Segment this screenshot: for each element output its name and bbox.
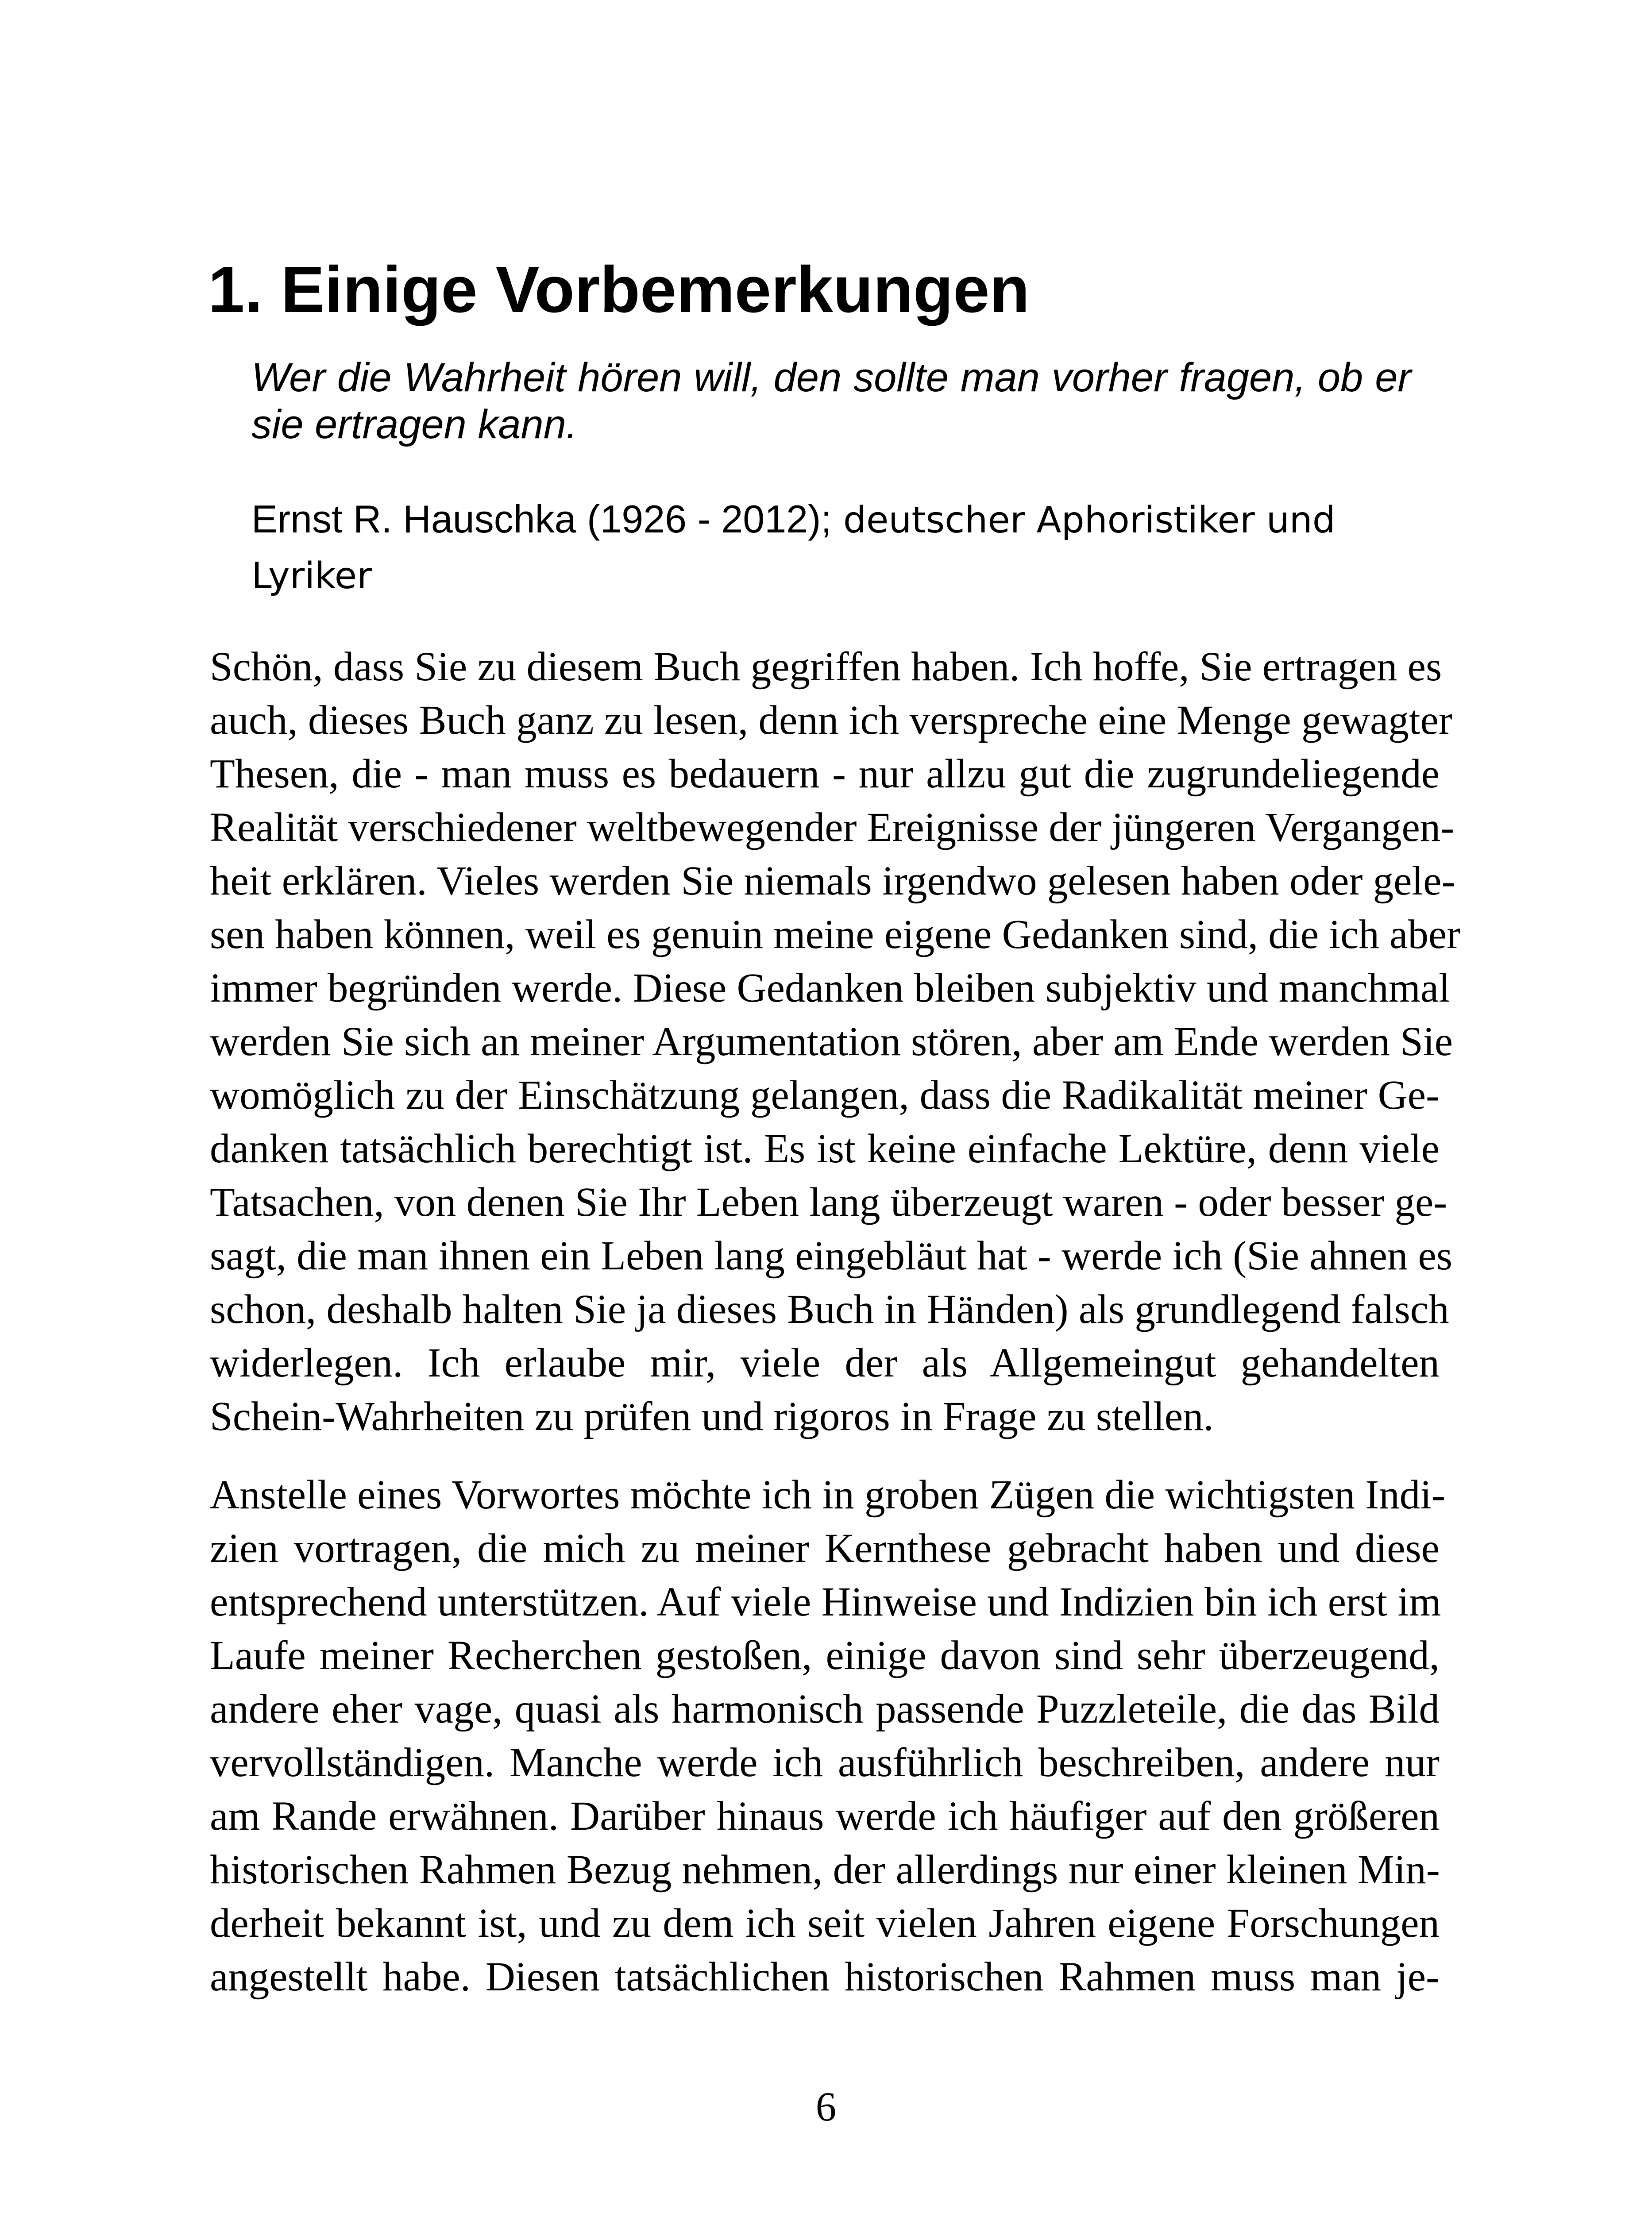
epigraph-author-description: deutscher Aphoristiker und Lyriker xyxy=(251,499,1335,597)
text-line: sen haben können, weil es genuin meine eigene Gedanken sind, die ich aber xyxy=(210,912,1461,957)
text-line: immer begründen werde. Diese Gedanken bleiben subjektiv und manchmal xyxy=(210,965,1451,1011)
text-line: sagt, die man ihnen ein Leben lang eingebläut hat - werde ich (Sie ahnen es xyxy=(210,1233,1453,1279)
text-line: womöglich zu der Einschätzung gelangen, dass die Radikalität meiner Ge- xyxy=(210,1072,1440,1118)
text-line: Schein-Wahrheiten zu prüfen und rigoros in Frage zu stellen. xyxy=(210,1394,1214,1439)
epigraph-attribution xyxy=(251,491,1438,604)
text-line: Tatsachen, von denen Sie Ihr Leben lang überzeugt waren - oder besser ge- xyxy=(210,1180,1447,1225)
text-line: Anstelle eines Vorwortes möchte ich in groben Zügen die wichtigsten Indi- xyxy=(210,1472,1446,1518)
text-line: historischen Rahmen Bezug nehmen, der allerdings nur einer kleinen Min- xyxy=(210,1847,1440,1893)
text-line: Thesen, die - man muss es bedauern - nur allzu gut die zugrundeliegende xyxy=(210,751,1440,797)
text-line: heit erklären. Vieles werden Sie niemals irgendwo gelesen haben oder gele- xyxy=(210,858,1455,904)
text-line: danken tatsächlich berechtigt ist. Es ist keine einfache Lektüre, denn viele xyxy=(210,1126,1440,1172)
text-line: angestellt habe. Diesen tatsächlichen historischen Rahmen muss man je- xyxy=(210,1954,1440,2000)
text-line: vervollständigen. Manche werde ich ausführlich beschreiben, andere nur xyxy=(210,1740,1440,1785)
paragraph-1 xyxy=(210,640,1461,1443)
text-line: am Rande erwähnen. Darüber hinaus werde ich häufiger auf den größeren xyxy=(210,1793,1440,1839)
epigraph-quote: Wer die Wahrheit hören will, den sollte man vorher fragen, ob er sie ertragen kann. xyxy=(251,355,1411,447)
text-line: derheit bekannt ist, und zu dem ich seit vielen Jahren eigene Forschungen xyxy=(210,1901,1440,1946)
epigraph-author: Ernst R. Hauschka (1926 - 2012); xyxy=(251,497,832,541)
paragraph-2 xyxy=(210,1468,1446,2004)
text-line: widerlegen. Ich erlaube mir, viele der als Allgemeingut gehandelten xyxy=(210,1340,1440,1386)
text-line: entsprechend unterstützen. Auf viele Hinweise und Indizien bin ich erst im xyxy=(210,1579,1441,1625)
chapter-heading: 1. Einige Vorbemerkungen xyxy=(208,253,1030,326)
text-line: Laufe meiner Recherchen gestoßen, einige davon sind sehr überzeugend, xyxy=(210,1633,1440,1678)
text-line: zien vortragen, die mich zu meiner Kernthese gebracht haben und diese xyxy=(210,1526,1440,1571)
text-line: Realität verschiedener weltbewegender Ereignisse der jüngeren Vergangen- xyxy=(210,805,1455,850)
text-line: Schön, dass Sie zu diesem Buch gegriffen haben. Ich hoffe, Sie ertragen es xyxy=(210,644,1442,690)
text-line: auch, dieses Buch ganz zu lesen, denn ich verspreche eine Menge gewagter xyxy=(210,698,1452,743)
text-line: schon, deshalb halten Sie ja dieses Buch in Händen) als grundlegend falsch xyxy=(210,1287,1449,1332)
page-number: 6 xyxy=(815,2084,837,2130)
text-line: werden Sie sich an meiner Argumentation stören, aber am Ende werden Sie xyxy=(210,1019,1453,1064)
text-line: andere eher vage, quasi als harmonisch passende Puzzleteile, die das Bild xyxy=(210,1686,1440,1732)
